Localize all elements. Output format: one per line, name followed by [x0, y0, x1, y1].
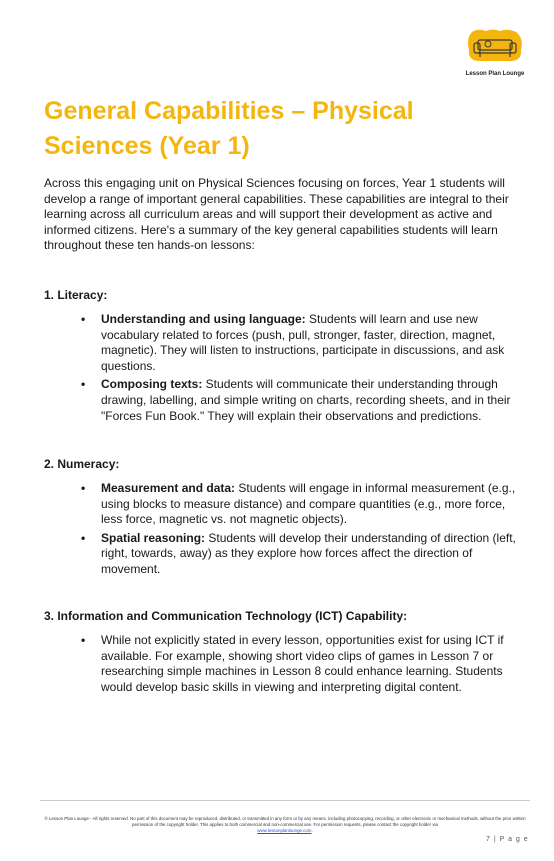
- sofa-logo-icon: [464, 28, 526, 64]
- list-item: [101, 633, 521, 695]
- intro-paragraph: Across this engaging unit on Physical Sciences focusing on forces, Year 1 students will develop a range of important general capabilities. These capabilities are integral to their learning across all curriculum areas and will support their development as active and informed citizens. Here's a summary of the key general capabilities students will learn throughout these ten hands-on lessons:: [44, 176, 509, 253]
- list-item: [101, 312, 521, 374]
- logo: [460, 28, 530, 77]
- list-item: [101, 531, 521, 578]
- section-heading-ict: 3. Information and Communication Technology (ICT) Capability:: [44, 609, 408, 623]
- list-item-text: While not explicitly stated in every lesson, opportunities exist for using ICT if available. For example, showing short video clips of games in Lesson 7 or researching simple machines in Lesson 8 could enhance learning. Students would develop basic skills in viewing and interpreting digital content.: [101, 633, 504, 694]
- footer-text: © Lesson Plan Lounge - All rights reserved. No part of this document may be reproduced, distributed, or transmitted in any form or by any means, including photocopying, recording, or other electronic or mechanical methods, without the prior written permission of the copyright holder. This applies to both commercial and non-commercial use. For permission requests, please contact the copyright holder via: [44, 816, 526, 827]
- section-heading-literacy: 1. Literacy:: [44, 288, 108, 302]
- footer-link[interactable]: www.lessonplanlounge.com: [257, 828, 312, 833]
- footer-copyright: © Lesson Plan Lounge - All rights reserved. No part of this document may be reproduced, distributed, or transmitted in any form or by any means, including photocopying, recording, or other electronic or mechanical methods, without the prior written permission of the copyright holder. This applies to both commercial and non-commercial use. For permission requests, please contact the copyright holder via www.lessonplanlounge.com.: [44, 816, 526, 833]
- footer-divider: [40, 800, 530, 801]
- list-item-term: Composing texts:: [101, 377, 203, 392]
- list-item: [101, 377, 521, 424]
- logo-text: Lesson Plan Lounge: [465, 71, 525, 77]
- list-item-term: Measurement and data:: [101, 481, 236, 495]
- list-item-text: Students will develop their understanding of direction (left, right, towards, away) as they explore how forces affect the direction of movement.: [101, 530, 516, 576]
- list-item-text: Students will communicate their understanding through drawing, labelling, and simple writing on charts, recording sheets, and in their "Forces Fun Book." They will explain their observations and predictions.: [101, 377, 511, 423]
- page-title: General Capabilities – Physical Sciences (Year 1): [44, 97, 414, 160]
- numeracy-list: [101, 481, 521, 581]
- list-item-term: Spatial reasoning:: [101, 530, 206, 545]
- page-number: 7 | P a g e: [486, 836, 529, 843]
- list-item-text: Students will learn and use new vocabulary related to forces (push, pull, stronger, faster, direction, magnet, magnetic). They will listen to instructions, participate in discussions, and ask questions.: [101, 312, 505, 373]
- section-heading-numeracy: 2. Numeracy:: [44, 457, 120, 471]
- list-item-term: Understanding and using language:: [101, 312, 306, 326]
- literacy-list: [101, 312, 521, 427]
- list-item-text: Students will engage in informal measurement (e.g., using blocks to measure distance) and compare quantities (e.g., more force, less force, magnetic vs. not magnetic objects).: [101, 481, 516, 527]
- list-item: [101, 481, 521, 528]
- ict-list: [101, 633, 521, 698]
